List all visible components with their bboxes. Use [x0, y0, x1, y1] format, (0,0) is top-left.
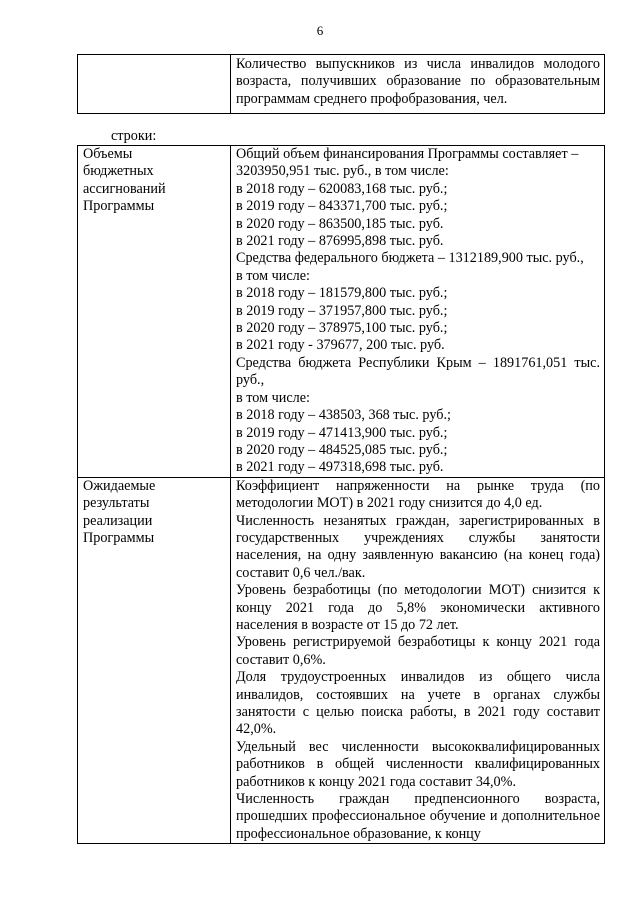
financing-label-line: Объемы	[83, 146, 133, 162]
financing-line: в 2021 году - 379677, 200 тыс. руб.	[236, 337, 445, 354]
financing-content-cell	[231, 146, 605, 478]
results-label-line: Ожидаемые	[83, 477, 156, 494]
result-paragraph: Уровень безработицы (по методологии МОТ) снизится к концу 2021 года до 5,8% экономически активного населения в возрасте от 15 до 72 лет.	[236, 582, 600, 633]
continued-table-fragment	[77, 54, 605, 114]
financing-line: Общий объем финансирования Программы составляет –	[236, 146, 579, 162]
row-financing	[78, 146, 605, 478]
financing-line: в 2018 году – 620083,168 тыс. руб.;	[236, 180, 448, 197]
results-label-line: результаты	[83, 495, 150, 512]
financing-line: в 2018 году – 438503, 368 тыс. руб.;	[236, 407, 451, 424]
financing-label-line: Программы	[83, 198, 155, 215]
financing-line: в том числе:	[236, 389, 310, 406]
financing-line: 3203950,951 тыс. руб., в том числе:	[236, 163, 449, 180]
result-paragraph: Численность граждан предпенсионного возраста, прошедших профессиональное обучение и дополнительное профессиональное образование, к концу	[236, 791, 600, 842]
financing-line: в 2018 году – 181579,800 тыс. руб.;	[236, 285, 448, 302]
financing-line: в 2021 году – 497318,698 тыс. руб.	[236, 459, 444, 476]
financing-line: в 2020 году – 863500,185 тыс. руб.	[236, 215, 444, 232]
row-results	[78, 477, 605, 844]
results-content-cell	[231, 477, 605, 844]
results-label-line: реализации	[83, 512, 153, 529]
result-paragraph: Коэффициент напряженности на рынке труда (по методологии МОТ) в 2021 году снизится до 4,0 ед.	[236, 477, 600, 512]
indicator-graduates-disabled: Количество выпускников из числа инвалидов молодого возраста, получивших образование по образовательным программам среднего профобразования, чел.	[231, 55, 605, 114]
result-paragraph: Удельный вес численности высококвалифицированных работников в общей численности квалифицированных работников к концу 2021 года составит 34,0%.	[236, 738, 600, 790]
results-label-line: Программы	[83, 529, 155, 546]
financing-label-line: бюджетных	[83, 163, 154, 180]
result-paragraph: Численность незанятых граждан, зарегистрированных в государственных учреждениях службы занятости населения, на одну заявленную вакансию (на конец года) составит 0,6 чел./вак.	[236, 512, 600, 581]
result-paragraph: Доля трудоустроенных инвалидов из общего числа инвалидов, состоявших на учете в органах службы занятости с целью поиска работы, в 2021 году составит 42,0%.	[236, 669, 600, 738]
financing-label-line: ассигнований	[83, 180, 166, 197]
program-passport-table	[77, 145, 605, 844]
lines-intro: строки:	[111, 128, 157, 144]
financing-line: в 2019 году – 843371,700 тыс. руб.;	[236, 198, 448, 215]
financing-line: Средства бюджета Республики Крым – 1891761,051 тыс. руб.,	[236, 354, 600, 389]
financing-line: Средства федерального бюджета – 1312189,900 тыс. руб.,	[236, 250, 584, 267]
financing-line: в 2020 году – 484525,085 тыс. руб.;	[236, 441, 448, 458]
page-number: 6	[316, 23, 324, 38]
financing-line: в 2019 году – 471413,900 тыс. руб.;	[236, 424, 448, 441]
result-paragraph: Уровень регистрируемой безработицы к концу 2021 года составит 0,6%.	[236, 634, 600, 668]
financing-label-cell	[78, 146, 231, 478]
financing-line: в том числе:	[236, 267, 310, 284]
financing-line: в 2021 году – 876995,898 тыс. руб.	[236, 233, 444, 250]
financing-line: в 2020 году – 378975,100 тыс. руб.;	[236, 320, 448, 337]
financing-line: в 2019 году – 371957,800 тыс. руб.;	[236, 302, 448, 319]
empty-label-cell	[78, 55, 231, 114]
results-label-cell	[78, 477, 231, 844]
